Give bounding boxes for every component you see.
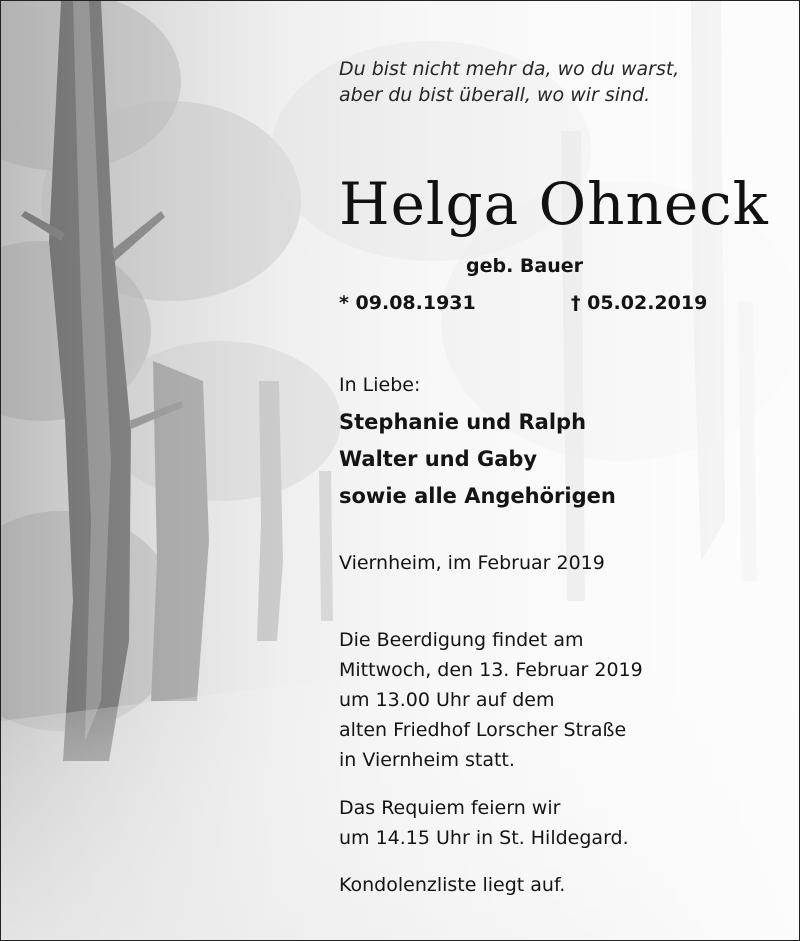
mourner-name: Walter und Gaby xyxy=(339,447,538,471)
mourners-intro: In Liebe: xyxy=(339,374,421,396)
death-date: † 05.02.2019 xyxy=(571,292,708,314)
maiden-name: geb. Bauer xyxy=(466,255,584,277)
requiem-line: um 14.15 Uhr in St. Hildegard. xyxy=(339,827,629,849)
funeral-line: alten Friedhof Lorscher Straße xyxy=(339,719,627,741)
funeral-line: in Viernheim statt. xyxy=(339,749,515,771)
memorial-quote xyxy=(339,56,679,108)
mourner-name: Stephanie und Ralph xyxy=(339,410,587,434)
birth-date: * 09.08.1931 xyxy=(339,292,476,314)
place-and-date: Viernheim, im Februar 2019 xyxy=(339,552,605,574)
requiem-line: Das Requiem feiern wir xyxy=(339,797,561,819)
requiem-details xyxy=(339,793,629,853)
quote-line: Du bist nicht mehr da, wo du warst, xyxy=(339,58,680,80)
funeral-details xyxy=(339,625,643,775)
funeral-line: Mittwoch, den 13. Februar 2019 xyxy=(339,659,643,681)
mourner-name: sowie alle Angehörigen xyxy=(339,484,616,508)
funeral-line: um 13.00 Uhr auf dem xyxy=(339,689,555,711)
condolence-note: Kondolenzliste liegt auf. xyxy=(339,874,566,896)
funeral-line: Die Beerdigung findet am xyxy=(339,629,584,651)
deceased-name: Helga Ohneck xyxy=(339,170,769,238)
mourners-list xyxy=(339,404,616,515)
quote-line: aber du bist überall, wo wir sind. xyxy=(339,84,651,106)
